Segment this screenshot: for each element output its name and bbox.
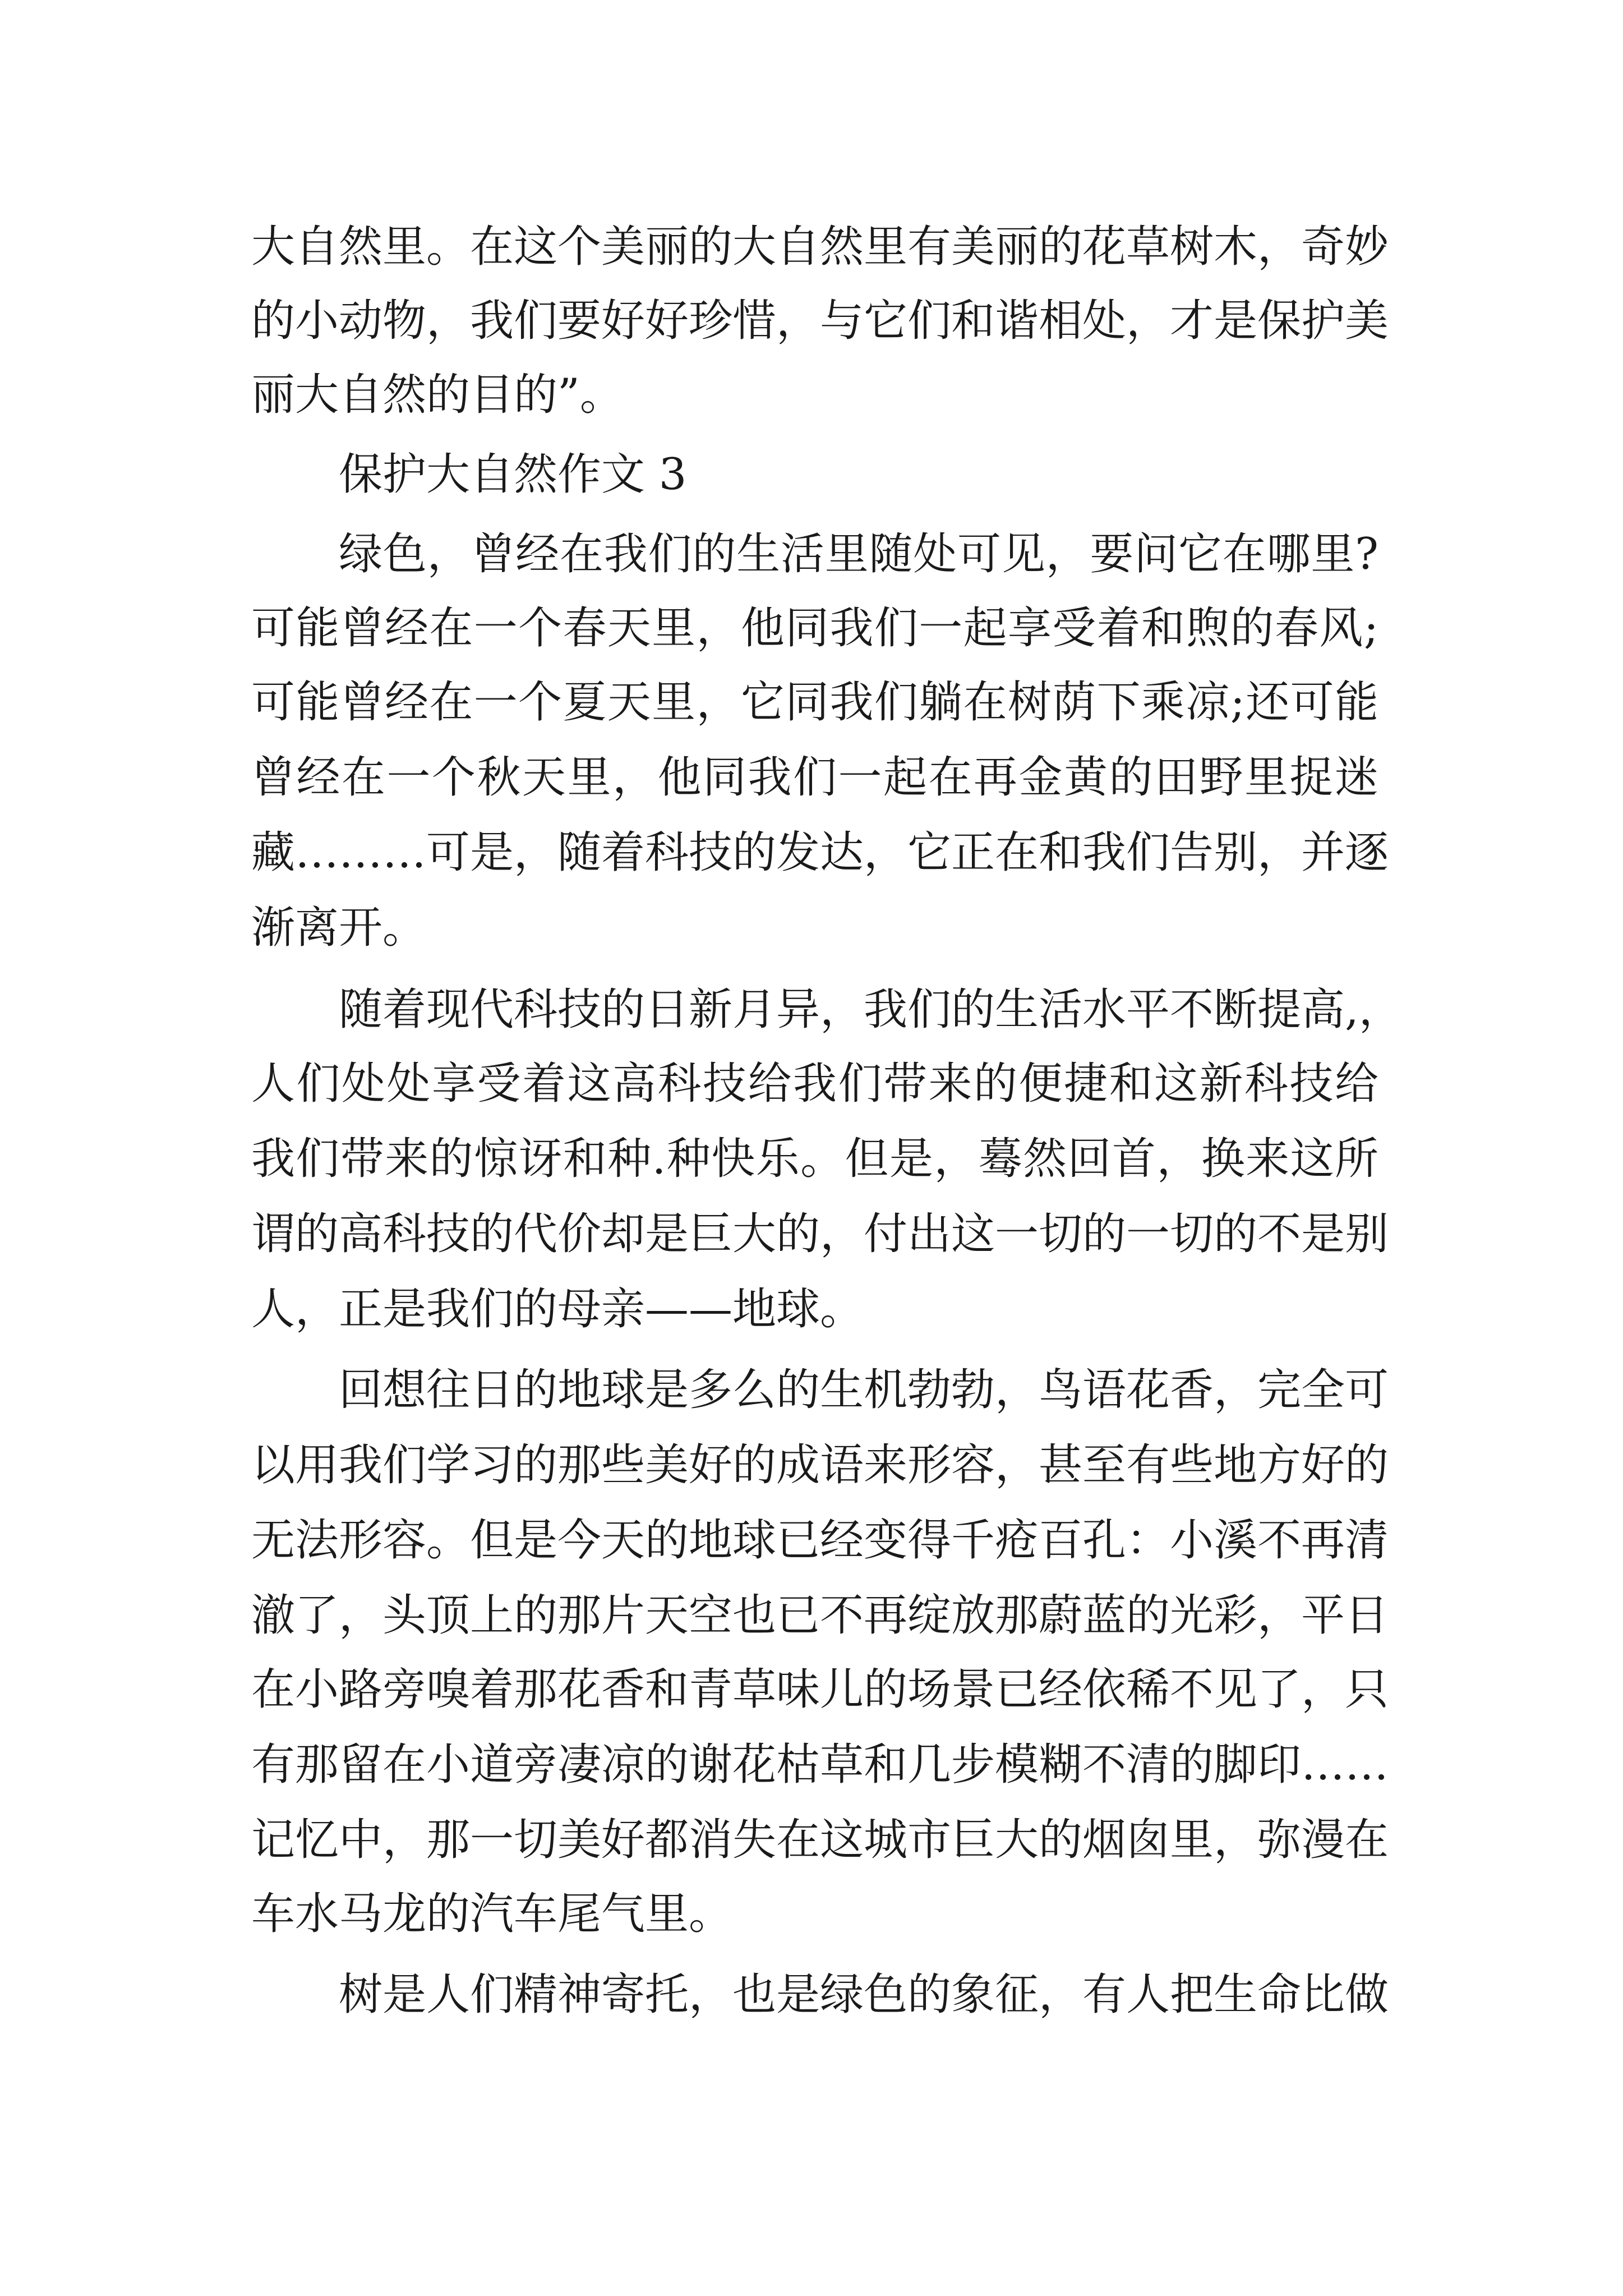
text-line: 曾经在一个秋天里，他同我们一起在再金黄的田野里捉迷 [251, 752, 1378, 803]
text-line: 在小路旁嗅着那花香和青草味儿的场景已经依稀不见了，只 [251, 1664, 1389, 1715]
text-line: 澈了，头顶上的那片天空也已不再绽放那蔚蓝的光彩，平日 [251, 1590, 1389, 1641]
text-line: 记忆中，那一切美好都消失在这城市巨大的烟囱里，弥漫在 [251, 1815, 1389, 1865]
text-line: 回想往日的地球是多么的生机勃勃，鸟语花香，完全可 [339, 1365, 1389, 1415]
text-line: 可能曾经在一个春天里，他同我们一起享受着和煦的春风; [251, 603, 1378, 654]
text-line: 有那留在小道旁凄凉的谢花枯草和几步模糊不清的脚印…… [251, 1740, 1389, 1790]
text-line: 树是人们精神寄托，也是绿色的象征，有人把生命比做 [339, 1970, 1389, 2020]
text-line: 人，正是我们的母亲——地球。 [251, 1284, 864, 1335]
text-line: 大自然里。在这个美丽的大自然里有美丽的花草树木，奇妙 [251, 222, 1389, 272]
text-line: 人们处处享受着这高科技给我们带来的便捷和这新科技给 [251, 1059, 1378, 1109]
text-line: 丽大自然的目的”。 [251, 370, 624, 420]
text-line: 渐离开。 [251, 903, 427, 953]
text-line: 绿色，曾经在我们的生活里随处可见，要问它在哪里? [339, 529, 1378, 579]
text-line: 的小动物，我们要好好珍惜，与它们和谐相处，才是保护美 [251, 296, 1389, 346]
section-heading: 保护大自然作文 3 [339, 449, 687, 500]
text-line: 我们带来的惊讶和种.种快乐。但是，蓦然回首，换来这所 [251, 1134, 1378, 1184]
text-line: 可能曾经在一个夏天里，它同我们躺在树荫下乘凉;还可能 [251, 677, 1378, 728]
text-line: 无法形容。但是今天的地球已经变得千疮百孔：小溪不再清 [251, 1515, 1389, 1566]
text-line: 随着现代科技的日新月异，我们的生活水平不断提高,， [339, 984, 1403, 1035]
text-line: 车水马龙的汽车尾气里。 [251, 1889, 733, 1939]
text-line: 藏………可是，随着科技的发达，它正在和我们告别，并逐 [251, 827, 1389, 878]
text-line: 谓的高科技的代价却是巨大的，付出这一切的一切的不是别 [251, 1209, 1389, 1259]
text-line: 以用我们学习的那些美好的成语来形容，甚至有些地方好的 [251, 1440, 1389, 1490]
